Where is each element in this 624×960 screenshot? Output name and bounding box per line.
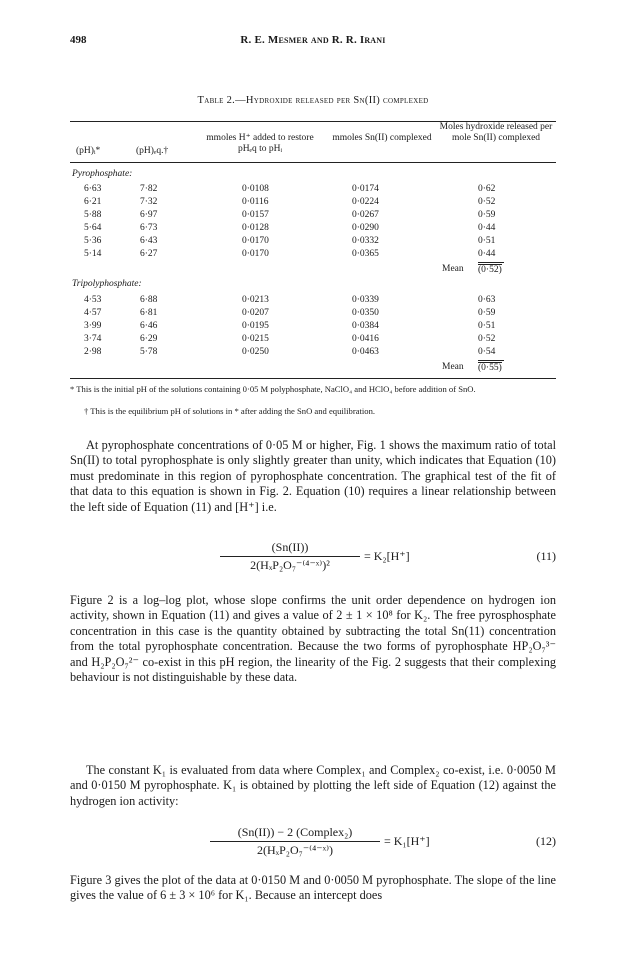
mean-value: (0·55): [478, 363, 502, 373]
page-number: 498: [70, 34, 87, 46]
equation-11: [70, 540, 556, 576]
equation-11-number: (11): [536, 549, 556, 563]
col-header-moles-hydroxide: Moles hydroxide released per mole Sn(II) complexed: [439, 122, 553, 143]
paragraph-4: Figure 3 gives the plot of the data at 0·0150 M and 0·0050 M pyrophosphate. The slope of the line gives the value of 6 ± 3 × 10⁶ for K₁. Because an intercept does: [70, 873, 556, 903]
mean-value: (0·52): [478, 265, 502, 275]
equation-11-denominator: 2(HₓP₂O₇⁻⁽⁴⁻ˣ⁾)²: [220, 556, 360, 573]
equation-11-numerator: (Sn(II)): [271, 540, 309, 554]
mean-rule: [478, 262, 504, 263]
table-header-rule: [70, 162, 556, 163]
running-header-authors: R. E. Mesmer and R. R. Irani: [240, 34, 386, 46]
table-row: 4·53 6·88 0·0213 0·0339 0·63: [84, 295, 496, 305]
table-row: 6·21 7·32 0·0116 0·0224 0·52: [84, 197, 496, 207]
mean-label: Mean: [442, 264, 464, 274]
equation-11-fraction: [220, 540, 360, 573]
section-title-pyrophosphate: Pyrophosphate:: [72, 169, 133, 179]
equation-12-denominator: 2(HₓP₂O₇⁻⁽⁴⁻ˣ⁾): [210, 841, 380, 858]
mean-rule: [478, 360, 504, 361]
table-row: 5·88 6·97 0·0157 0·0267 0·59: [84, 210, 496, 220]
table-footnote-1: * This is the initial pH of the solutions containing 0·05 M polyphosphate, NaClO₄ and HClO₄ before addition of SnO.: [70, 384, 476, 394]
equation-12: [70, 825, 556, 861]
table-row: 4·57 6·81 0·0207 0·0350 0·59: [84, 308, 496, 318]
mean-label: Mean: [442, 362, 464, 372]
table-caption: Table 2.—Hydroxide released per Sn(II) complexed: [197, 95, 429, 106]
table-row: 3·74 6·29 0·0215 0·0416 0·52: [84, 334, 496, 344]
paragraph-1: At pyrophosphate concentrations of 0·05 M or higher, Fig. 1 shows the maximum ratio of total Sn(II) to total pyrophosphate is only slightly greater than unity, which indicates that Equation (10) must predominate in this region of pyrophosphate concentration. The graphical test of the fit of that data to this equation is shown in Fig. 2. Equation (10) requires a linear relationship between the left side of Equation (11) and [H⁺] i.e.: [70, 438, 556, 514]
table-row: 5·64 6·73 0·0128 0·0290 0·44: [84, 223, 496, 233]
table-row: 5·14 6·27 0·0170 0·0365 0·44: [84, 249, 496, 259]
table-row: 2·98 5·78 0·0250 0·0463 0·54: [84, 347, 496, 357]
col-header-mmoles-h: mmoles H⁺ added to restore pHₑq to pHᵢ: [206, 133, 314, 154]
table-row: 5·36 6·43 0·0170 0·0332 0·51: [84, 236, 496, 246]
col-header-ph-eq: (pH)ₑq.†: [136, 146, 169, 156]
table-bottom-rule: [70, 378, 556, 379]
section-title-tripolyphosphate: Tripolyphosphate:: [72, 279, 142, 289]
equation-12-numerator: (Sn(II)) − 2 (Complex₂): [237, 825, 353, 839]
running-header: [70, 34, 556, 50]
equation-11-rhs: = K₂[H⁺]: [364, 549, 410, 563]
table-footnote-2: † This is the equilibrium pH of solutions in * after adding the SnO and equilibration.: [84, 406, 376, 416]
table-mean-row: [70, 362, 556, 375]
equation-12-number: (12): [536, 834, 556, 848]
table-mean-row: [70, 264, 556, 277]
equation-12-fraction: [210, 825, 380, 858]
equation-12-rhs: = K₁[H⁺]: [384, 834, 430, 848]
col-header-mmoles-sn: mmoles Sn(II) complexed: [332, 133, 432, 143]
paragraph-2: Figure 2 is a log–log plot, whose slope confirms the unit order dependence on hydrogen ion activity, shown in Equation (11) and gives a value of 2 ± 1 × 10⁸ for K₂. The free pyrosphosphate concentration in this case is the quantity obtained by subtracting the total Sn(11) concentration from the total pyrophosphate concentration. Because the two forms of pyrophosphate HP₂O₇³⁻ and H₂P₂O₇²⁻ co-exist in this pH region, the linearity of the Fig. 2 suggests that their complexing behaviour is not distinguishable by these data.: [70, 593, 556, 685]
table-row: 6·63 7·82 0·0108 0·0174 0·62: [84, 184, 496, 194]
col-header-ph-initial: (pH)ᵢ*: [76, 146, 101, 156]
table-row: 3·99 6·46 0·0195 0·0384 0·51: [84, 321, 496, 331]
paragraph-3: The constant K₁ is evaluated from data where Complex₁ and Complex₂ co-exist, i.e. 0·0050 M and 0·0150 M pyrophosphate. K₁ is obtained by plotting the left side of Equation (12) against the hydrogen ion activity:: [70, 763, 556, 808]
